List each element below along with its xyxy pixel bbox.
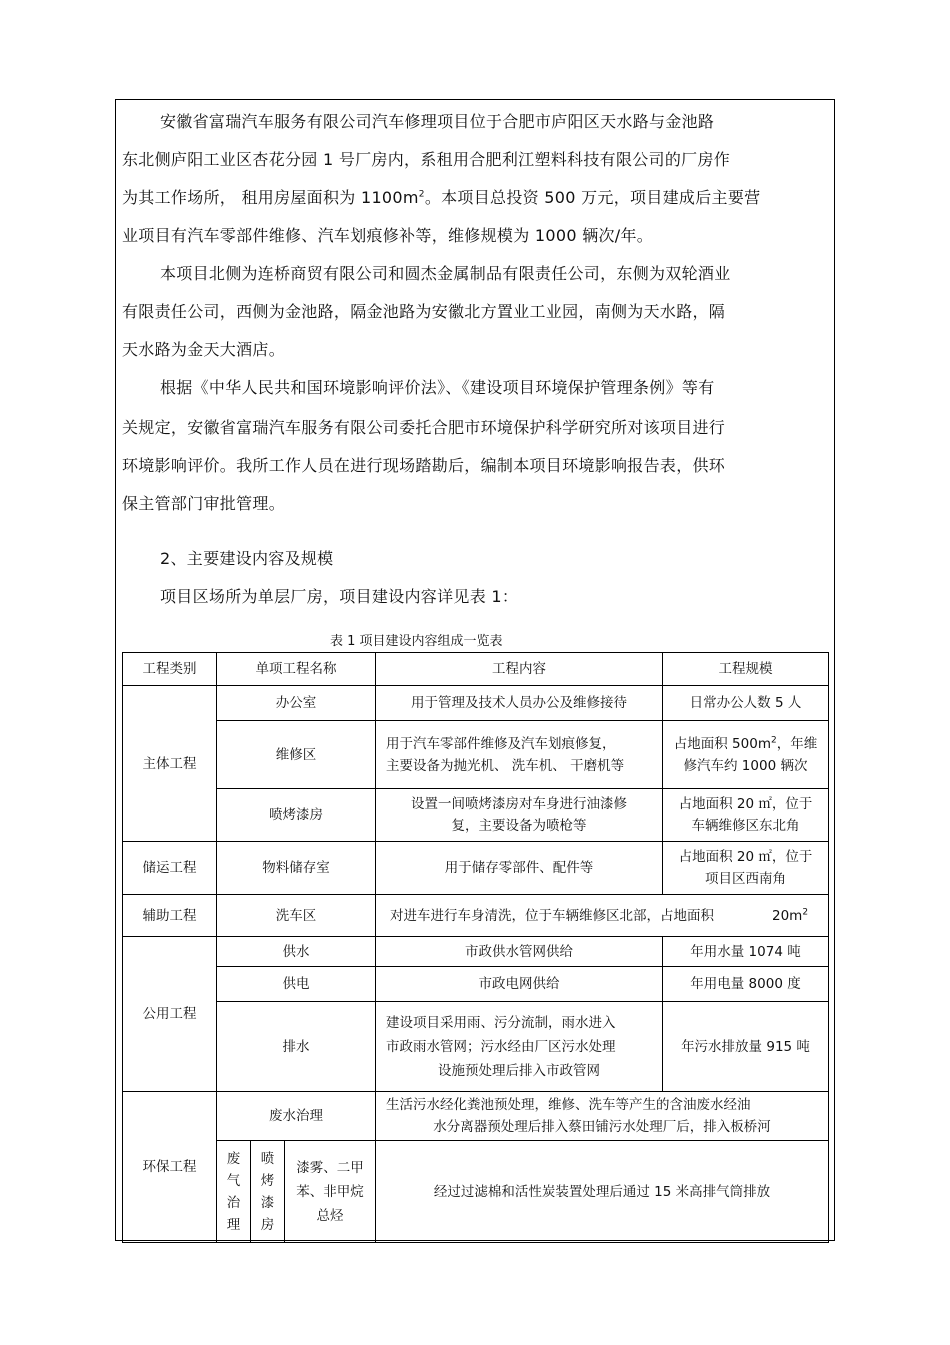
category-aux: 辅助工程 (123, 895, 217, 937)
table-row (123, 842, 829, 895)
table-row (123, 1092, 829, 1141)
intro-line-4: 业项目有汽车零部件维修、汽车划痕修补等，维修规模为 1000 辆次/年。 (122, 226, 654, 245)
repair-content: 用于汽车零部件维修及汽车划痕修复， 主要设备为抛光机、 洗车机、 干磨机等 (376, 721, 663, 789)
repair-scale: 占地面积 $500m^2$，年维 修汽车约 1000 辆次 (663, 721, 829, 789)
office-content: 用于管理及技术人员办公及维修接待 (376, 686, 663, 721)
intro-p2-line-3: 天水路为金天大酒店。 (122, 340, 286, 359)
table-row (123, 686, 829, 721)
header-scale: 工程规模 (663, 653, 829, 686)
table-header-row (123, 653, 829, 686)
paint-content: 设置一间喷烤漆房对车身进行油漆修 复，主要设备为喷枪等 (376, 789, 663, 842)
intro-line-2: 东北侧庐阳工业区杏花分园 1 号厂房内，系租用合肥利江塑料科技有限公司的厂房作 (122, 150, 731, 169)
intro-p2-line-2: 有限责任公司，西侧为金池路，隔金池路为安徽北方置业工业园，南侧为天水路，隔 (122, 302, 726, 321)
intro-p2-line-1: 本项目北侧为连桥商贸有限公司和圆杰金属制品有限责任公司，东侧为双轮酒业 (160, 264, 731, 283)
intro-line-3: 为其工作场所， 租用房屋面积为 $1100m^2$。本项目总投资 500 万元，项目建成后主要营 (122, 188, 761, 207)
drain-name: 排水 (217, 1002, 376, 1092)
office-scale: 日常办公人数 5 人 (663, 686, 829, 721)
intro-p3-line-4: 保主管部门审批管理。 (122, 494, 286, 513)
intro-p3-line-1: 根据《中华人民共和国环境影响评价法》、《建设项目环境保护管理条例》等有 (160, 378, 715, 397)
gas-label: 废 气 治 理 (217, 1141, 251, 1243)
paint-scale: 占地面积 20 ㎡，位于 车辆维修区东北角 (663, 789, 829, 842)
category-public: 公用工程 (123, 937, 217, 1092)
power-content: 市政电网供给 (376, 967, 663, 1002)
storage-content: 用于储存零部件、配件等 (376, 842, 663, 895)
wash-content: 对进车进行车身清洗，位于车辆维修区北部，占地面积 $20m^2$ (376, 895, 829, 937)
paint-name: 喷烤漆房 (217, 789, 376, 842)
category-main: 主体工程 (123, 686, 217, 842)
gas-content: 经过过滤棉和活性炭装置处理后通过 15 米高排气筒排放 (376, 1141, 829, 1243)
section-text: 项目区场所为单层厂房，项目建设内容详见表 1： (160, 587, 519, 606)
page-bottom-rule (115, 1240, 835, 1241)
drain-content: 建设项目采用雨、污分流制，雨水进入 市政雨水管网；污水经由厂区污水处理 设施预处理后排入市政管网 (376, 1002, 663, 1092)
table-row (123, 967, 829, 1002)
section-heading: 2、主要建设内容及规模 (160, 549, 334, 568)
project-table (122, 652, 829, 1243)
table-row (123, 721, 829, 789)
intro-p3-line-2: 关规定，安徽省富瑞汽车服务有限公司委托合肥市环境保护科学研究所对该项目进行 (122, 418, 726, 437)
wastewater-content: 生活污水经化粪池预处理，维修、洗车等产生的含油废水经油 水分离器预处理后排入蔡田铺污水处理厂后，排入板桥河 (376, 1092, 829, 1141)
power-scale: 年用电量 8000 度 (663, 967, 829, 1002)
wastewater-name: 废水治理 (217, 1092, 376, 1141)
wash-name: 洗车区 (217, 895, 376, 937)
header-category: 工程类别 (123, 653, 217, 686)
header-content: 工程内容 (376, 653, 663, 686)
table-row (123, 895, 829, 937)
water-scale: 年用水量 1074 吨 (663, 937, 829, 967)
storage-name: 物料储存室 (217, 842, 376, 895)
water-content: 市政供水管网供给 (376, 937, 663, 967)
table-caption: 表 1 项目建设内容组成一览表 (330, 634, 503, 649)
water-name: 供水 (217, 937, 376, 967)
office-name: 办公室 (217, 686, 376, 721)
header-item: 单项工程名称 (217, 653, 376, 686)
table-row (123, 1002, 829, 1092)
drain-scale: 年污水排放量 915 吨 (663, 1002, 829, 1092)
intro-line-1: 安徽省富瑞汽车服务有限公司汽车修理项目位于合肥市庐阳区天水路与金池路 (160, 112, 715, 131)
repair-name: 维修区 (217, 721, 376, 789)
table-row (123, 789, 829, 842)
category-storage: 储运工程 (123, 842, 217, 895)
table-row (123, 937, 829, 967)
intro-p3-line-3: 环境影响评价。我所工作人员在进行现场踏勘后，编制本项目环境影响报告表，供环 (122, 456, 726, 475)
paint-booth-label: 喷 烤 漆 房 (251, 1141, 285, 1243)
power-name: 供电 (217, 967, 376, 1002)
category-env: 环保工程 (123, 1092, 217, 1243)
gas-pollutants: 漆雾、二甲 苯、非甲烷 总烃 (285, 1141, 376, 1243)
storage-scale: 占地面积 20 ㎡，位于 项目区西南角 (663, 842, 829, 895)
table-row (123, 1141, 829, 1243)
